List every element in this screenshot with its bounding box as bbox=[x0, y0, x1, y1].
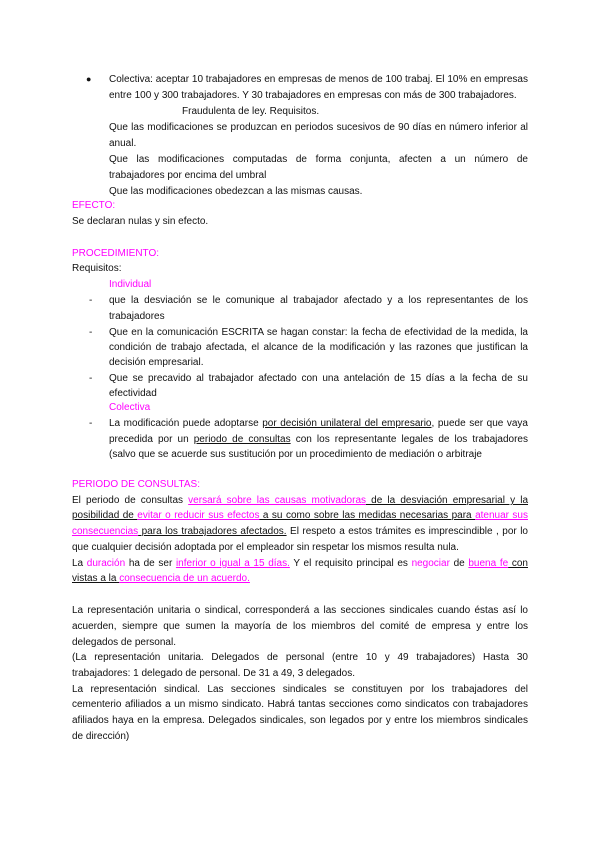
periodo-heading: PERIODO DE CONSULTAS: bbox=[72, 479, 200, 490]
proc-item-2-line-2: condición de trabajo afectada, el alcance de la modificación y las razones que justifican la bbox=[109, 342, 528, 353]
col-item-line-3: (salvo que se acuerde sus sustitución por un procedimiento de mediación o arbitraje bbox=[109, 449, 482, 460]
rep-line-5: trabajadores: 1 delegado de personal. De 31 a 49, 3 delegados. bbox=[72, 668, 355, 679]
periodo-line-5: La duración ha de ser inferior o igual a 15 días. Y el requisito principal es negociar de buena fe con bbox=[72, 558, 528, 569]
periodo-line-2: posibilidad de evitar o reducir sus efectos a su como sobre las medidas necesarias para atenuar sus bbox=[72, 510, 528, 521]
proc-item-2-line-3: decisión empresarial. bbox=[109, 357, 204, 368]
proc-item-2-line-1: Que en la comunicación ESCRITA se hagan constar: la fecha de efectividad de la medida, la bbox=[109, 327, 528, 338]
periodo-line-3: consecuencias para los trabajadores afectados. El respeto a estos trámites es imprescindible , por lo bbox=[72, 526, 528, 537]
bullet-line-1: Colectiva: aceptar 10 trabajadores en empresas de menos de 100 trabaj. El 10% en empresas bbox=[109, 74, 528, 85]
req2-line-1: Que las modificaciones computadas de forma conjunta, afecten a un número de bbox=[109, 154, 528, 165]
rep-line-1: La representación unitaria o sindical, corresponderá a las secciones sindicales cuando éstas así lo bbox=[72, 605, 528, 616]
rep-line-6: La representación sindical. Las secciones sindicales se constituyen por los trabajadores del bbox=[72, 684, 528, 695]
dash-icon: - bbox=[89, 295, 93, 306]
requisitos-label: Requisitos: bbox=[72, 263, 122, 274]
periodo-line-4: que cualquier decisión adoptada por el empleador sin respetar los mismos resulta nula. bbox=[72, 542, 459, 553]
req3-line: Que las modificaciones obedezcan a las mismas causas. bbox=[109, 186, 363, 197]
individual-label: Individual bbox=[109, 279, 152, 290]
rep-line-2: acuerden, siempre que sumen la mayoría de los miembros del comité de empresa y entre los bbox=[72, 621, 528, 632]
bullet-icon: ● bbox=[86, 74, 92, 84]
rep-line-4: (La representación unitaria. Delegados de personal (entre 10 y 49 trabajadores) Hasta 30 bbox=[72, 652, 528, 663]
rep-line-3: delegados de personal. bbox=[72, 637, 176, 648]
col-item-line-2: precedida por un periodo de consultas con los representante legales de los trabajadores bbox=[109, 434, 528, 445]
proc-item-3-line-2: efectividad bbox=[109, 388, 157, 399]
unilateral-phrase: por decisión unilateral del empresario bbox=[262, 418, 432, 429]
rep-line-8: afiliados haya en la empresa. Delegados sindicales, son legados por y entre los miembros sindicales bbox=[72, 715, 528, 726]
efecto-heading: EFECTO: bbox=[72, 200, 116, 211]
dash-icon: - bbox=[89, 373, 93, 384]
proc-item-1-line-2: trabajadores bbox=[109, 311, 165, 322]
proc-item-3-line-1: Que se precavido al trabajador afectado con una antelación de 15 días a la fecha de su bbox=[109, 373, 528, 384]
efecto-text: Se declaran nulas y sin efecto. bbox=[72, 216, 209, 227]
req2-line-2: trabajadores por encima del umbral bbox=[109, 170, 267, 181]
periodo-line-1: El periodo de consultas versará sobre las causas motivadoras de la desviación empresarial y la bbox=[72, 495, 529, 506]
colectiva-label: Colectiva bbox=[109, 402, 151, 413]
dash-icon: - bbox=[89, 418, 93, 429]
proc-item-1-line-1: que la desviación se le comunique al trabajador afectado y a los representantes de los bbox=[109, 295, 528, 306]
bullet-line-2: entre 100 y 300 trabajadores. Y 30 trabajadores en empresas con más de 300 trabajadores. bbox=[109, 90, 517, 101]
rep-line-9: de dirección) bbox=[72, 731, 130, 742]
dash-icon: - bbox=[89, 327, 93, 338]
procedimiento-heading: PROCEDIMIENTO: bbox=[72, 248, 160, 259]
periodo-line-6: vistas a la consecuencia de un acuerdo. bbox=[72, 573, 250, 584]
req1-line-2: anual. bbox=[109, 138, 137, 149]
rep-line-7: cementerio afiliados a un mismo sindicato. Habrá tantas secciones como sindicatos con trabajadores bbox=[72, 699, 528, 710]
fraud-line: Fraudulenta de ley. Requisitos. bbox=[182, 106, 320, 117]
col-item-line-1: La modificación puede adoptarse por decisión unilateral del empresario, puede ser que vaya bbox=[109, 418, 528, 429]
req1-line-1: Que las modificaciones se produzcan en periodos sucesivos de 90 días en número inferior al bbox=[109, 122, 528, 133]
consultas-phrase: periodo de consultas bbox=[193, 434, 291, 445]
